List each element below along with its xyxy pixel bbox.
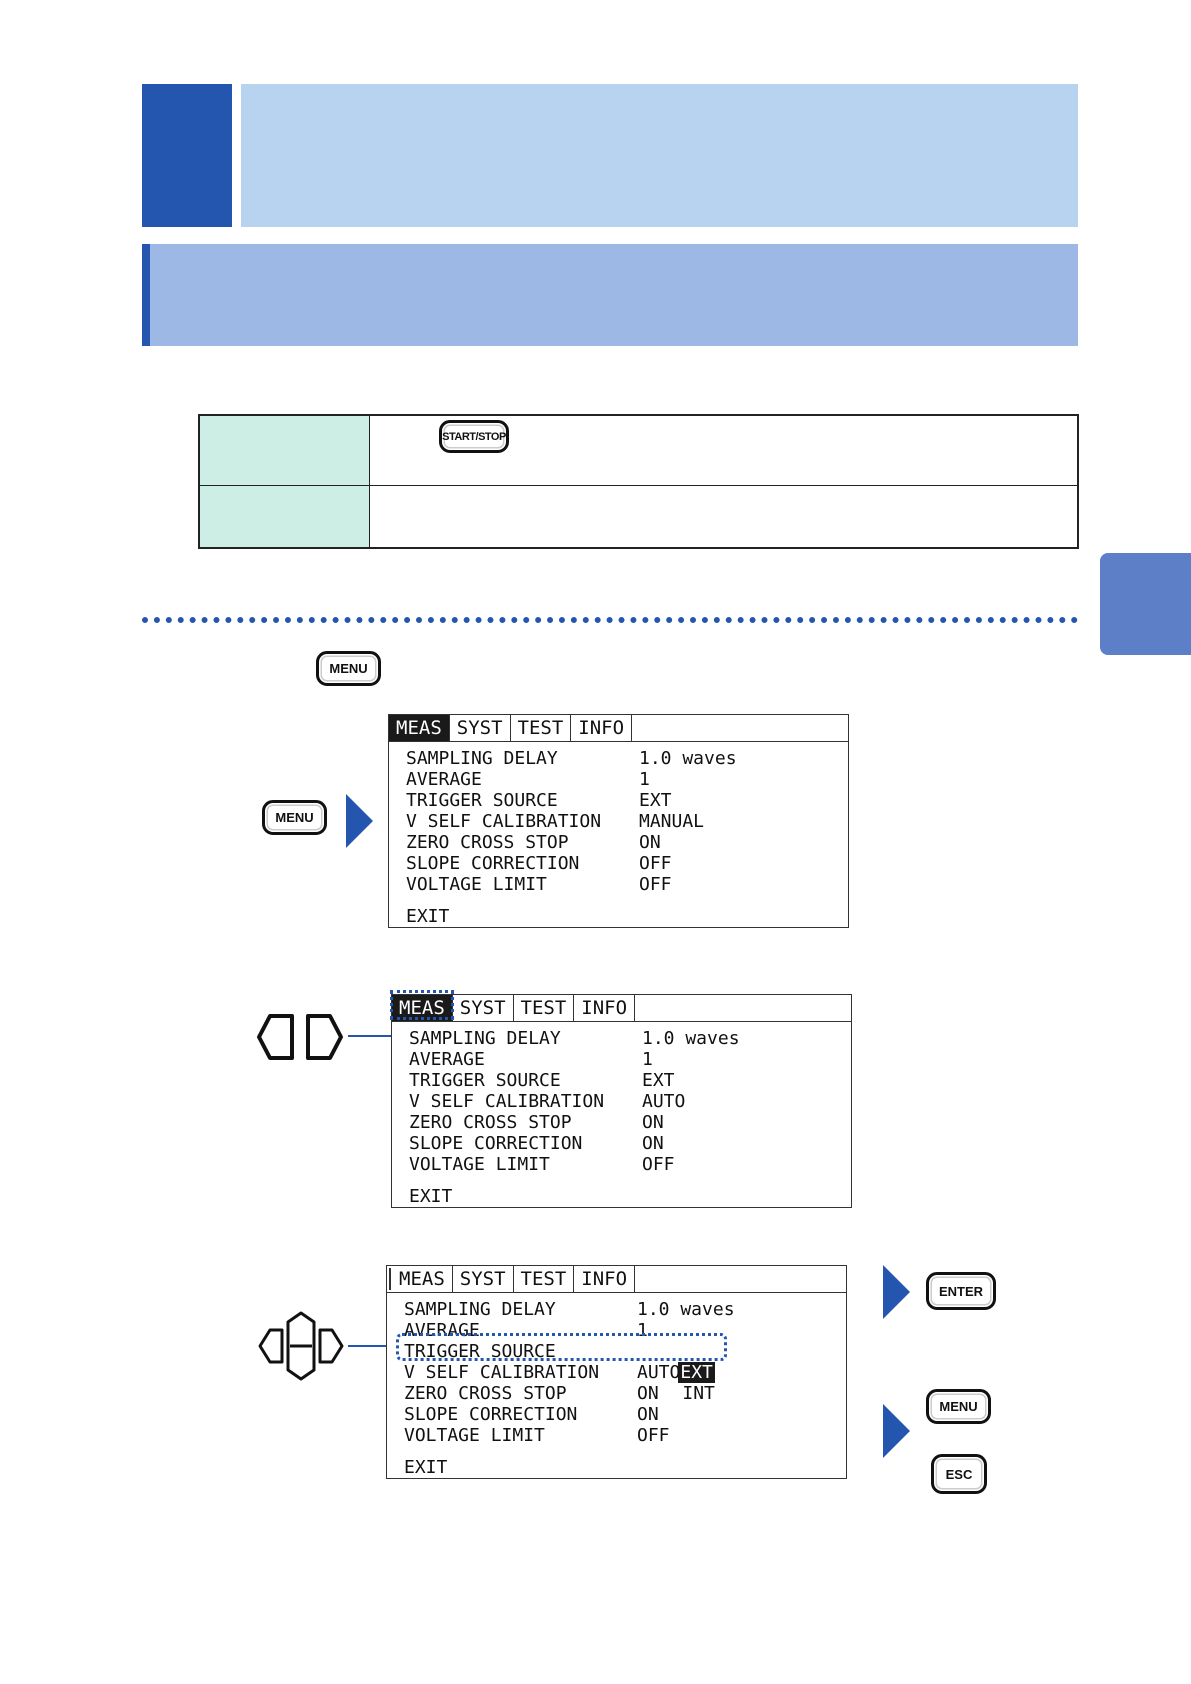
four-way-keys-icon[interactable] xyxy=(256,1310,346,1382)
chapter-title-band xyxy=(241,84,1078,227)
section-title-band xyxy=(142,244,1078,346)
info-table-label-cell xyxy=(200,416,370,486)
lcd-screen xyxy=(388,714,849,928)
setting-value: OFF xyxy=(639,853,672,874)
tab-meas[interactable]: MEAS xyxy=(392,1266,453,1292)
setting-value: 1.0 waves xyxy=(642,1028,740,1049)
setting-label: VOLTAGE LIMIT xyxy=(409,1154,550,1175)
setting-label: ZERO CROSS STOP xyxy=(409,1112,572,1133)
tab-syst[interactable]: SYST xyxy=(450,715,511,741)
setting-value: 1 xyxy=(637,1320,648,1341)
arrow-right-icon xyxy=(883,1404,910,1458)
tab-test[interactable]: TEST xyxy=(511,715,572,741)
setting-label: AVERAGE xyxy=(404,1320,480,1341)
left-right-keys-icon[interactable] xyxy=(256,1012,346,1062)
setting-value: 1.0 waves xyxy=(637,1299,735,1320)
exit-item[interactable]: EXIT xyxy=(406,906,450,927)
tab-selection-highlight xyxy=(390,990,454,1020)
setting-label: VOLTAGE LIMIT xyxy=(404,1425,545,1446)
setting-value: ON xyxy=(642,1133,664,1154)
setting-value: EXT xyxy=(639,790,672,811)
start-stop-key[interactable]: START/STOP xyxy=(439,420,509,453)
setting-label: VOLTAGE LIMIT xyxy=(406,874,547,895)
setting-value: AUTO xyxy=(637,1362,681,1383)
tab-test[interactable]: TEST xyxy=(514,995,575,1021)
setting-value: ON xyxy=(637,1404,659,1425)
setting-label: ZERO CROSS STOP xyxy=(404,1383,567,1404)
arrow-right-icon xyxy=(346,794,373,848)
tab-syst[interactable]: SYST xyxy=(453,1266,514,1292)
menu-key[interactable]: MENU xyxy=(926,1389,991,1424)
setting-label: SLOPE CORRECTION xyxy=(409,1133,583,1154)
setting-label: V SELF CALIBRATION xyxy=(404,1362,600,1383)
selected-option[interactable]: EXT xyxy=(680,1362,713,1383)
setting-value: MANUAL xyxy=(639,811,705,832)
exit-item[interactable]: EXIT xyxy=(404,1457,448,1478)
lcd-tab-bar xyxy=(389,715,848,742)
setting-value: EXT xyxy=(642,1070,675,1091)
tab-info[interactable]: INFO xyxy=(574,1266,635,1292)
menu-key[interactable]: MENU xyxy=(262,800,327,835)
section-title-accent xyxy=(142,244,150,346)
setting-label: AVERAGE xyxy=(406,769,482,790)
setting-value: OFF xyxy=(637,1425,670,1446)
setting-value: 1.0 waves xyxy=(639,748,737,769)
setting-label: SAMPLING DELAY xyxy=(409,1028,561,1049)
lcd-tab-bar xyxy=(392,995,851,1022)
setting-label: SAMPLING DELAY xyxy=(404,1299,556,1320)
lcd-screen xyxy=(391,994,852,1208)
info-table xyxy=(198,414,1079,549)
setting-label: V SELF CALIBRATION xyxy=(409,1091,605,1112)
tab-meas[interactable]: MEAS xyxy=(389,715,450,741)
arrow-right-icon xyxy=(883,1265,910,1319)
tab-meas[interactable]: MEAS xyxy=(392,995,453,1021)
chapter-number-block xyxy=(142,84,232,227)
setting-value: OFF xyxy=(642,1154,675,1175)
setting-value: 1 xyxy=(642,1049,653,1070)
tab-info[interactable]: INFO xyxy=(571,715,632,741)
setting-value: ON xyxy=(642,1112,664,1133)
setting-label: AVERAGE xyxy=(409,1049,485,1070)
setting-label: ZERO CROSS STOP xyxy=(406,832,569,853)
lcd-screen xyxy=(386,1265,847,1479)
dotted-separator xyxy=(142,617,1078,623)
enter-key[interactable]: ENTER xyxy=(926,1272,996,1310)
setting-label: TRIGGER SOURCE xyxy=(409,1070,561,1091)
tab-info[interactable]: INFO xyxy=(574,995,635,1021)
lcd-tab-bar xyxy=(387,1266,846,1293)
setting-value: OFF xyxy=(639,874,672,895)
tab-syst[interactable]: SYST xyxy=(453,995,514,1021)
row-selection-highlight xyxy=(396,1333,727,1361)
tab-test[interactable]: TEST xyxy=(514,1266,575,1292)
setting-label: SLOPE CORRECTION xyxy=(404,1404,578,1425)
setting-label: V SELF CALIBRATION xyxy=(406,811,602,832)
esc-key[interactable]: ESC xyxy=(931,1454,987,1494)
setting-value: 1 xyxy=(639,769,650,790)
setting-value: ON xyxy=(639,832,661,853)
setting-value: ON xyxy=(637,1383,659,1404)
side-chapter-tab xyxy=(1100,553,1191,655)
setting-label: TRIGGER SOURCE xyxy=(406,790,558,811)
setting-label: SLOPE CORRECTION xyxy=(406,853,580,874)
info-table-label-cell xyxy=(200,486,370,547)
setting-label: TRIGGER SOURCE xyxy=(404,1341,556,1362)
alternate-option[interactable]: INT xyxy=(682,1383,715,1404)
exit-item[interactable]: EXIT xyxy=(409,1186,453,1207)
setting-label: SAMPLING DELAY xyxy=(406,748,558,769)
menu-key[interactable]: MENU xyxy=(316,651,381,686)
setting-value: AUTO xyxy=(642,1091,686,1112)
